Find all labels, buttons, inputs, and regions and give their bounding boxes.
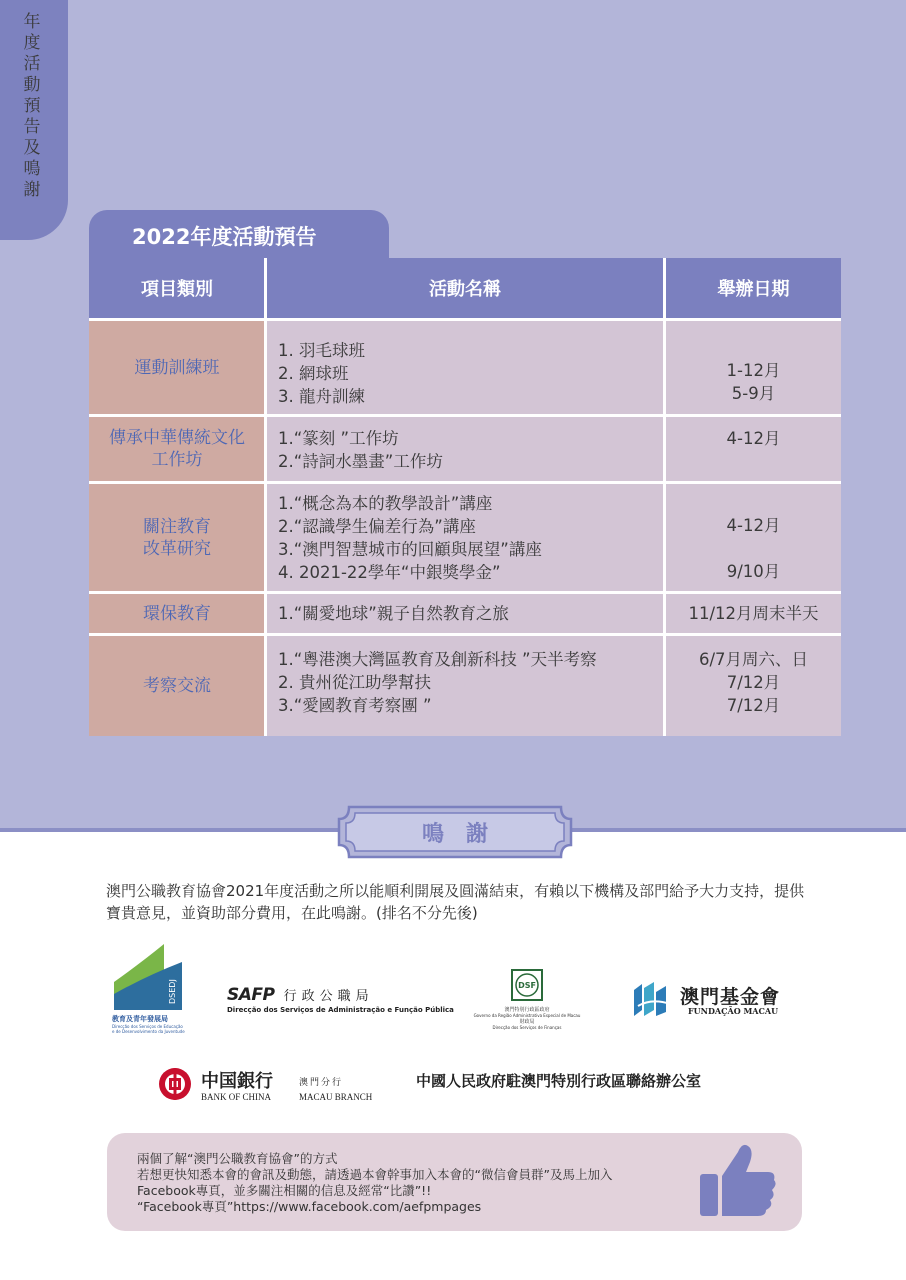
column-divider: [264, 258, 267, 736]
activity-cell: [267, 417, 663, 481]
category-cell: [89, 636, 265, 736]
boc-logo-mark: [157, 1066, 193, 1102]
fmac-name: 澳門基金會: [680, 986, 781, 1008]
safp-sub: Direcção dos Serviços de Administração e Função Pública: [227, 1006, 454, 1014]
dsf-logo: [462, 968, 592, 1030]
activity-item: 2. 貴州從江助學幫扶: [278, 673, 431, 692]
header-category: 項目類別: [89, 258, 265, 318]
date-item: 4-12月: [726, 516, 781, 535]
category-text: 傳承中華傳統文化: [109, 428, 245, 448]
activity-cell: [267, 321, 663, 414]
dsf-line3: 財政局: [519, 1019, 535, 1025]
fmac-sub: FUNDAÇÃO MACAU: [688, 1006, 779, 1016]
row-divider: [89, 414, 841, 417]
footer-text: [137, 1151, 612, 1215]
boc-name: 中国銀行: [201, 1071, 273, 1092]
date-cell: [666, 636, 841, 736]
category-cell: [89, 321, 265, 414]
date-cell: [666, 484, 841, 591]
dsedj-sub1: Direcção dos Serviços de Educação: [112, 1024, 183, 1029]
side-tab-label: 年度活動預告及鳴謝: [23, 12, 41, 200]
activity-item: 1.“關愛地球”親子自然教育之旅: [278, 604, 509, 623]
boc-en-branch: MACAU BRANCH: [299, 1092, 373, 1102]
header-activity: 活動名稱: [267, 258, 663, 318]
dsf-line1: 澳門特別行政區政府: [504, 1007, 550, 1013]
date-item: 11/12月周末半天: [688, 604, 819, 623]
activity-cell: [267, 636, 663, 736]
activity-item: 2. 網球班: [278, 364, 349, 383]
row-divider: [89, 591, 841, 594]
safp-name: 行政公職局: [283, 989, 374, 1004]
date-item: 5-9月: [731, 384, 776, 403]
category-text: 工作坊: [151, 450, 203, 470]
category-text: 考察交流: [143, 676, 211, 696]
date-item: 1-12月: [726, 361, 781, 380]
thanks-banner: [335, 803, 575, 861]
category-text: 環保教育: [143, 603, 211, 624]
category-text: 運動訓練班: [134, 357, 220, 378]
row-divider: [89, 481, 841, 484]
activity-item: 3.“愛國教育考察團 ”: [278, 696, 432, 715]
activity-item: 3.“澳門智慧城市的回顧與展望”講座: [278, 540, 542, 559]
svg-text:DSF: DSF: [518, 981, 536, 990]
activity-item: 2.“詩詞水墨畫”工作坊: [278, 452, 443, 471]
date-item: 9/10月: [726, 562, 781, 581]
dsedj-logo-mark: [112, 942, 182, 1010]
svg-text:DSEDJ: DSEDJ: [168, 979, 177, 1004]
safp-mark: SAFP: [227, 985, 275, 1005]
boc-branch: 澳門分行: [299, 1078, 344, 1088]
safp-logo: [227, 985, 454, 1014]
row-divider: [89, 633, 841, 636]
boc-en: BANK OF CHINA: [201, 1092, 272, 1102]
thanks-title: 鳴 謝: [421, 822, 489, 847]
date-cell: [666, 594, 841, 633]
activity-item: 3. 龍舟訓練: [278, 387, 365, 406]
date-item: 6/7月周六、日: [698, 650, 809, 669]
thanks-body: 澳門公職教育協會2021年度活動之所以能順利開展及圓滿結束，有賴以下機構及部門給予大力支持，提供寶貴意見，並資助部分費用，在此鳴謝。(排名不分先後): [106, 882, 805, 922]
dsedj-logo: [112, 942, 187, 1037]
category-text: 改革研究: [143, 538, 211, 559]
schedule-title: 2022年度活動預告: [132, 225, 317, 249]
category-cell: [89, 417, 265, 481]
activity-item: 1. 羽毛球班: [278, 341, 365, 360]
date-item: 7/12月: [726, 696, 781, 715]
category-cell: [89, 594, 265, 633]
activity-item: 1.“粵港澳大灣區教育及創新科技 ”天半考察: [278, 650, 597, 669]
activity-item: 2.“認識學生偏差行為”講座: [278, 517, 476, 536]
footer-line: 兩個了解“澳門公職教育協會”的方式: [137, 1151, 338, 1166]
footer-line: 若想更快知悉本會的會訊及動態，請透過本會幹事加入本會的“微信會員群”及馬上加入: [137, 1167, 613, 1182]
category-cell: [89, 484, 265, 591]
column-divider: [663, 258, 666, 736]
dsf-line4: Direcção dos Serviços de Finanças: [492, 1025, 562, 1030]
footer-line: Facebook專頁，並多關注相關的信息及經常“比讚”!!: [137, 1183, 432, 1198]
fmac-logo-mark: [632, 980, 674, 1018]
boc-logo: [157, 1066, 397, 1106]
date-item: 7/12月: [726, 673, 781, 692]
category-text: 關注教育: [143, 516, 211, 537]
activity-cell: [267, 594, 663, 633]
activity-item: 1.“概念為本的教學設計”講座: [278, 494, 493, 513]
thumbs-up-icon: [698, 1140, 778, 1220]
row-divider: [89, 318, 841, 321]
dsedj-sub2: e de Desenvolvimento da Juventude: [112, 1029, 185, 1034]
header-date: 舉辦日期: [666, 258, 841, 318]
activity-cell: [267, 484, 663, 591]
activity-item: 1.“篆刻 ”工作坊: [278, 429, 399, 448]
date-cell: [666, 321, 841, 414]
date-item: 4-12月: [726, 429, 781, 448]
activity-item: 4. 2021-22學年“中銀獎學金”: [278, 563, 501, 582]
liaison-office-name: 中國人民政府駐澳門特別行政區聯絡辦公室: [416, 1072, 702, 1090]
dsf-line2: Governo da Região Administrativa Especial de Macau: [473, 1013, 581, 1018]
date-cell: [666, 417, 841, 481]
footer-line: “Facebook專頁”https://www.facebook.com/aefpmpages: [137, 1199, 482, 1214]
dsedj-name: 教育及青年發展局: [112, 1015, 168, 1023]
dsf-logo-mark: [510, 968, 544, 1002]
